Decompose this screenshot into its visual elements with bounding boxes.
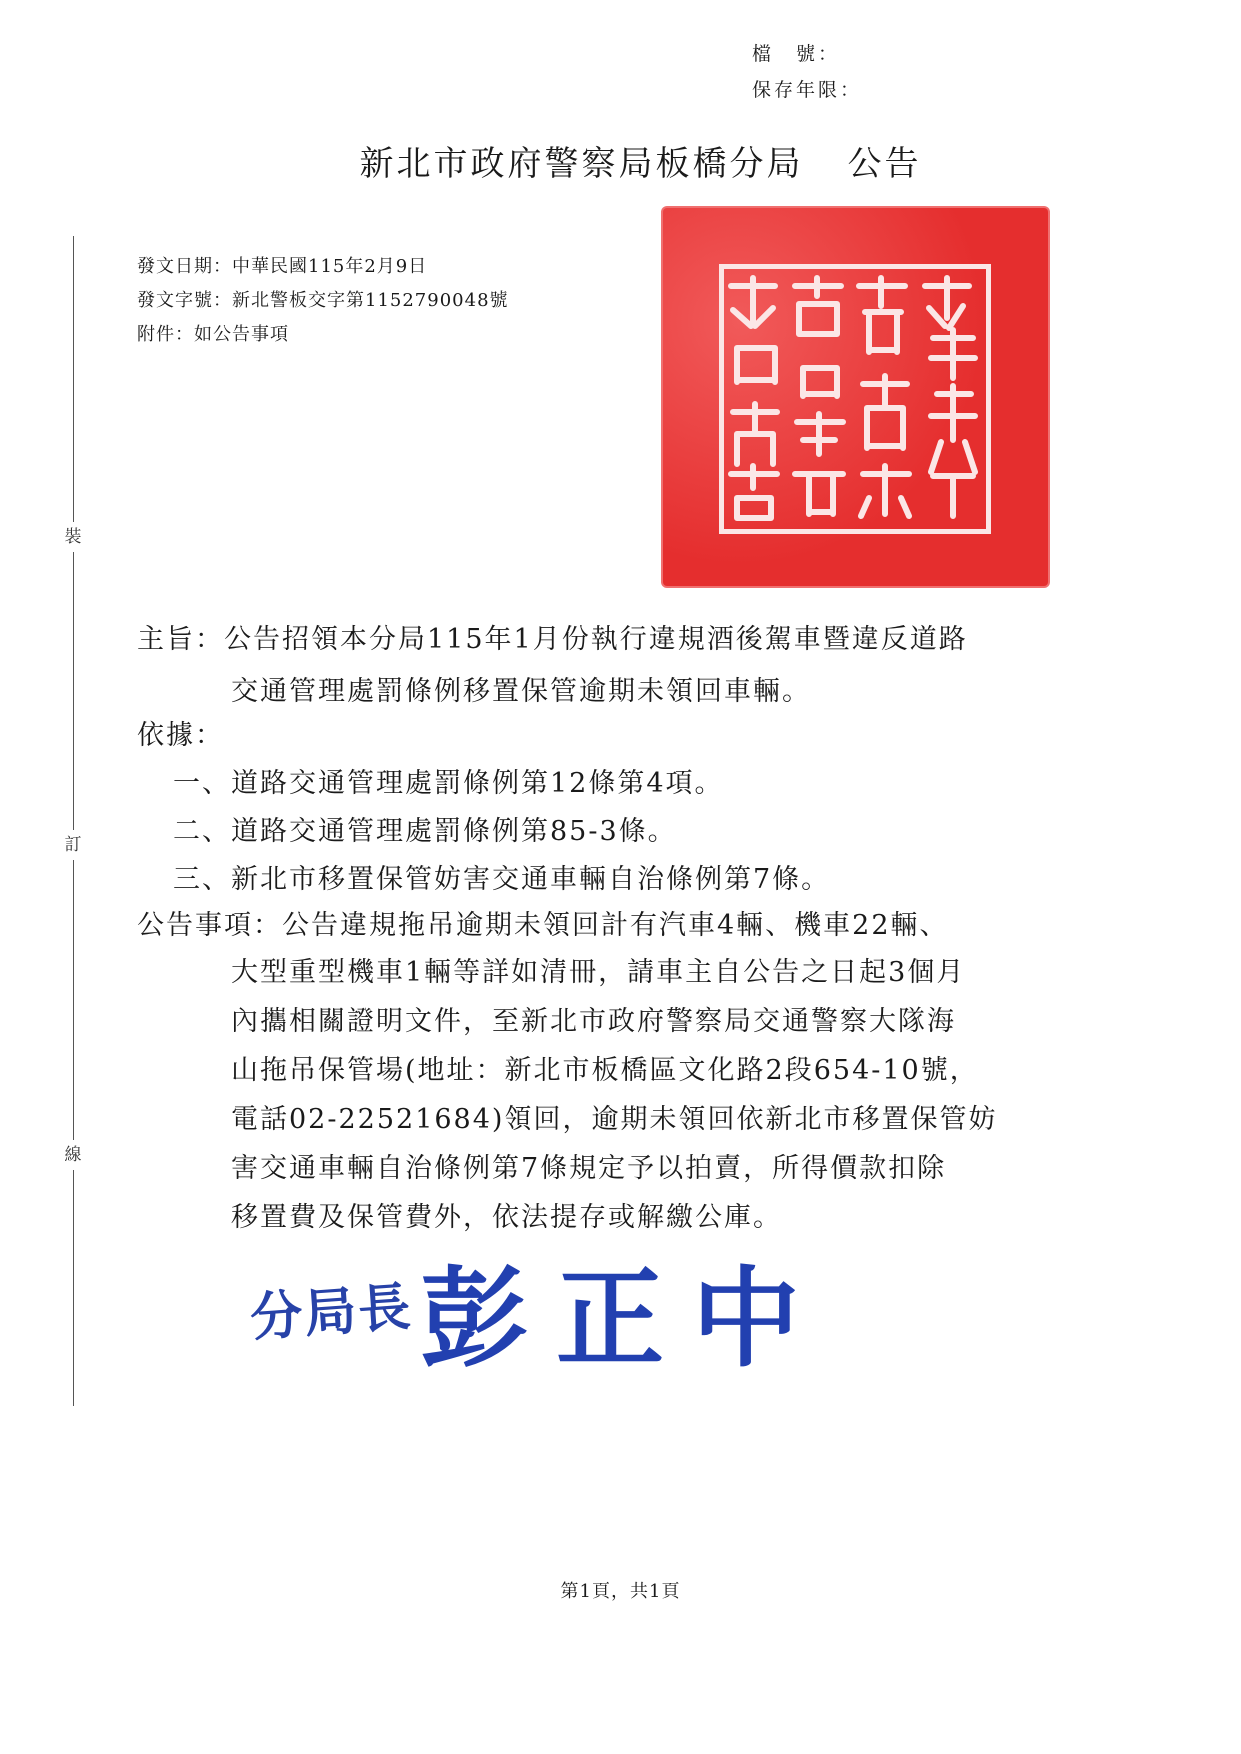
notice-line: 山拖吊保管場(地址：新北市板橋區文化路2段654-10號， bbox=[231, 1055, 979, 1086]
file-number-label: 檔 號： bbox=[752, 43, 841, 65]
notice-line-1: 公告違規拖吊逾期未領回計有汽車4輛、機車22輛、 bbox=[282, 910, 949, 941]
subject-label: 主旨： bbox=[137, 624, 224, 655]
notice-header bbox=[137, 900, 1057, 952]
page-number: 第1頁，共1頁 bbox=[560, 1581, 681, 1602]
doc-type: 公告 bbox=[847, 144, 922, 184]
seal-glyphs-icon bbox=[663, 208, 1048, 586]
notice-line: 內攜相關證明文件，至新北市政府警察局交通警察大隊海 bbox=[231, 1006, 956, 1037]
basis-item: 一、道路交通管理處罰條例第12條第4項。 bbox=[173, 768, 724, 799]
retention-label: 保存年限： bbox=[752, 79, 863, 101]
binding-mark-2: 訂 bbox=[62, 830, 84, 860]
basis-item: 三、新北市移置保管妨害交通車輛自治條例第7條。 bbox=[173, 864, 831, 895]
notice-line: 大型重型機車1輛等詳如清冊，請車主自公告之日起3個月 bbox=[231, 957, 966, 988]
notice-line: 電話02-22521684)領回，逾期未領回依新北市移置保管妨 bbox=[231, 1104, 998, 1135]
binding-mark-1: 裝 bbox=[62, 522, 84, 552]
binding-line bbox=[73, 236, 74, 1406]
basis-label: 依據： bbox=[137, 720, 224, 751]
official-seal bbox=[663, 208, 1048, 586]
document-meta bbox=[137, 250, 509, 352]
notice-line: 移置費及保管費外，依法提存或解繳公庫。 bbox=[231, 1202, 782, 1233]
signature-name: 彭正中 bbox=[420, 1256, 829, 1382]
issue-date: 發文日期：中華民國115年2月9日 bbox=[137, 256, 428, 277]
subject-line-2: 交通管理處罰條例移置保管逾期未領回車輛。 bbox=[231, 676, 811, 707]
agency-name: 新北市政府警察局板橋分局 bbox=[359, 144, 804, 184]
file-info bbox=[752, 36, 862, 108]
notice-line: 害交通車輛自治條例第7條規定予以拍賣，所得價款扣除 bbox=[231, 1153, 947, 1184]
page-title bbox=[0, 136, 1241, 185]
attachment: 附件：如公告事項 bbox=[137, 324, 289, 345]
signature-title: 分局長 bbox=[248, 1276, 415, 1349]
subject-section bbox=[137, 614, 1037, 718]
subject-line-1: 公告招領本分局115年1月份執行違規酒後駕車暨違反道路 bbox=[224, 624, 968, 655]
notice-label: 公告事項： bbox=[137, 910, 282, 941]
binding-mark-3: 線 bbox=[62, 1140, 84, 1170]
notice-body bbox=[231, 948, 1041, 1242]
doc-number: 發文字號：新北警板交字第1152790048號 bbox=[137, 290, 509, 311]
basis-item: 二、道路交通管理處罰條例第85-3條。 bbox=[173, 816, 677, 847]
